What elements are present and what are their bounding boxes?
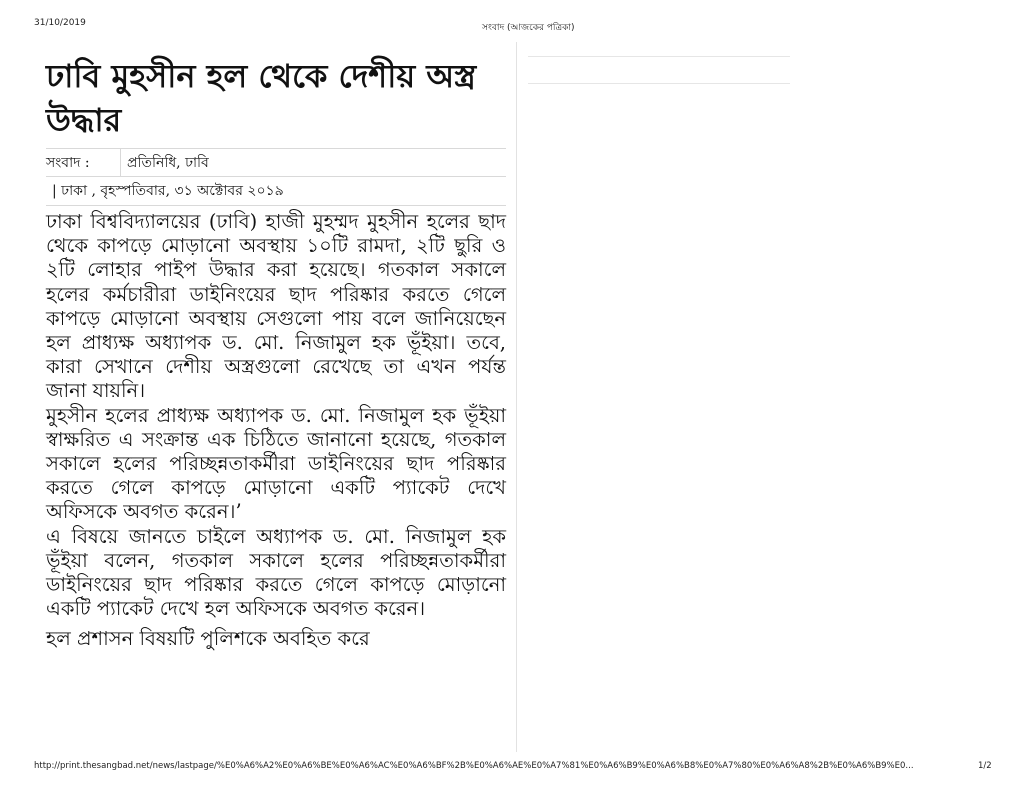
article-cutoff-line: হল প্রশাসন বিষয়টি পুলিশকে অবহিত করে (46, 627, 370, 651)
byline-value: প্রতিনিধি, ঢাবি (120, 149, 209, 176)
sidebar-rule (528, 83, 790, 84)
sidebar-separator (516, 42, 517, 752)
print-page-title: সংবাদ (আজকের পত্রিকা) (482, 23, 575, 33)
article-body (46, 210, 506, 621)
sidebar-rule (528, 56, 790, 57)
article-headline: ঢাবি মুহসীন হল থেকে দেশীয় অস্ত্র উদ্ধার (46, 57, 477, 139)
byline-label: সংবাদ : (46, 154, 90, 171)
byline (46, 149, 506, 176)
print-page-number: 1/2 (978, 761, 992, 771)
article-paragraph: ঢাকা বিশ্ববিদ্যালয়ের (ঢাবি) হাজী মুহম্মদ মুহসীন হলের ছাদ থেকে কাপড়ে মোড়ানো অবস্থায় ১০টি রামদা, ২টি ছুরি ও ২টি লোহার পাইপ উদ্ধার করা হয়েছে। গতকাল সকালে হলের কর্মচারীরা ডাইনিংয়ের ছাদ পরিষ্কার করতে গেলে কাপড়ে মোড়ানো অবস্থায় সেগুলো পায় বলে জানিয়েছেন হল প্রাধ্যক্ষ অধ্যাপক ড. মো. নিজামুল হক ভূঁইয়া। তবে, কারা সেখানে দেশীয় অস্ত্রগুলো রেখেছে তা এখন পর্যন্ত জানা যায়নি। (46, 210, 506, 403)
dateline-divider (46, 205, 506, 206)
article-paragraph: এ বিষয়ে জানতে চাইলে অধ্যাপক ড. মো. নিজামুল হক ভূঁইয়া বলেন, গতকাল সকালে হলের পরিচ্ছন্নতাকর্মীরা ডাইনিংয়ের ছাদ পরিষ্কার করতে গেলে কাপড়ে মোড়ানো একটি প্যাকেট দেখে হল অফিসকে অবগত করেন। (46, 524, 506, 621)
article (46, 54, 506, 651)
print-date: 31/10/2019 (34, 18, 86, 28)
print-footer-url: http://print.thesangbad.net/news/lastpage/%E0%A6%A2%E0%A6%BE%E0%A6%AC%E0%A6%BF%2B%E0%A6%AE%E0%A7%81%E0%A6%B9%E0%A6%B8%E0%A7%80%E0%A6%A8%2B%E0%A6%B9%E0... (34, 761, 914, 771)
dateline: | ঢাকা , বৃহস্পতিবার, ৩১ অক্টোবর ২০১৯ (52, 183, 284, 199)
article-paragraph: মুহসীন হলের প্রাধ্যক্ষ অধ্যাপক ড. মো. নিজামুল হক ভূঁইয়া স্বাক্ষরিত এ সংক্রান্ত এক চিঠিতে জানানো হয়েছে, গতকাল সকালে হলের পরিচ্ছন্নতাকর্মীরা ডাইনিংয়ের ছাদ পরিষ্কার করতে গেলে কাপড়ে মোড়ানো একটি প্যাকেট দেখে অফিসকে অবগত করেন।’ (46, 403, 506, 524)
